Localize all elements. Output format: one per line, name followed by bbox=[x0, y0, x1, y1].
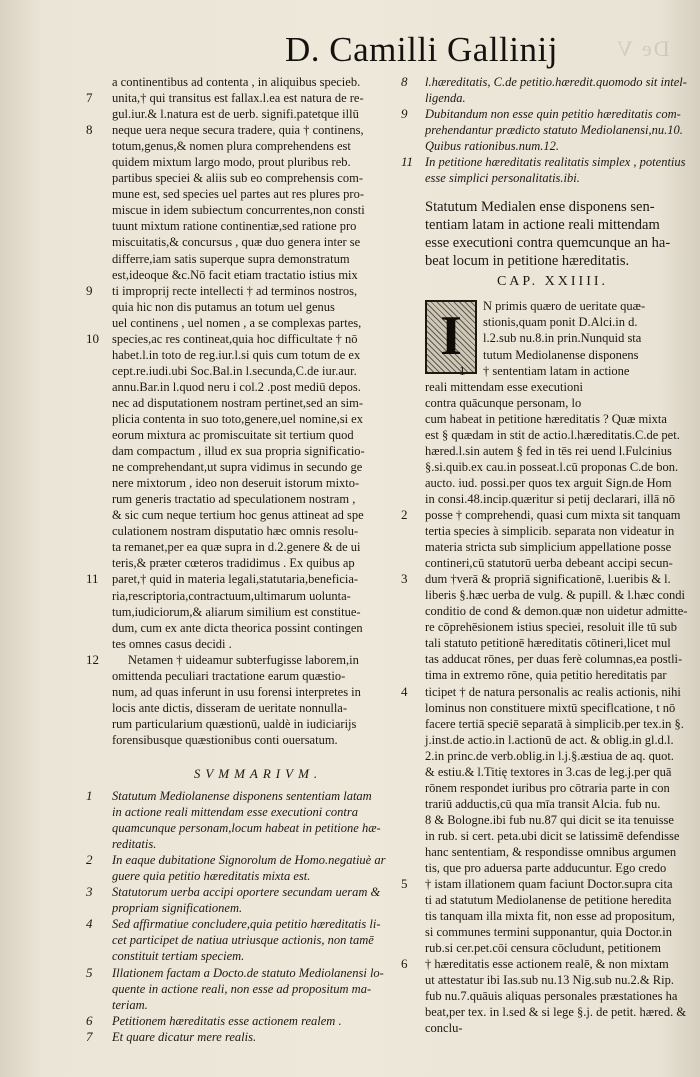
line-text: habet.l.in toto de reg.iur.l.si quis cum totum de ex bbox=[112, 347, 361, 362]
line-text: a continentibus ad contenta , in aliquibus specieb. bbox=[112, 75, 361, 89]
text-line bbox=[425, 138, 680, 154]
text-line bbox=[425, 619, 680, 635]
text-line bbox=[425, 170, 680, 186]
line-text: l.2.sub nu.8.in prin.Nunquid sta bbox=[483, 331, 642, 346]
line-text: totum,genus,& nomen plura comprehendens est bbox=[112, 139, 351, 154]
line-text: beat locum in petitione hæreditatis. bbox=[425, 253, 630, 270]
text-line bbox=[112, 363, 404, 379]
text-line bbox=[86, 122, 404, 138]
text-line bbox=[425, 828, 680, 844]
text-line bbox=[112, 555, 404, 571]
line-text: tuunt mixtum ratione continentiæ,sed ratione pro bbox=[112, 219, 357, 234]
text-line bbox=[86, 90, 404, 106]
line-text: tertia species à simplicib. separata non videatur in bbox=[425, 524, 675, 539]
text-line bbox=[112, 459, 404, 475]
line-text: est,ideoque &c.Nō facit etiam tractatio istius mix bbox=[112, 267, 358, 282]
text-line bbox=[425, 844, 680, 860]
text-line bbox=[483, 298, 680, 314]
line-text: facere tertiā speciē separatā à simplicib.per tex.in §. bbox=[425, 716, 684, 731]
line-text: dum, cum ex ante dicta theorica possint contingen bbox=[112, 620, 363, 635]
margin-number: 6 bbox=[401, 956, 408, 972]
text-line bbox=[425, 411, 680, 427]
line-text: teriam. bbox=[112, 997, 148, 1012]
text-line bbox=[112, 523, 404, 539]
text-line bbox=[425, 860, 680, 876]
right-body-text bbox=[401, 379, 688, 1037]
text-line bbox=[425, 972, 680, 988]
line-text: reali mittendam esse executioni bbox=[425, 379, 583, 394]
text-line bbox=[425, 252, 680, 270]
margin-number: 10 bbox=[86, 330, 99, 346]
text-line bbox=[112, 74, 404, 90]
margin-number: 9 bbox=[401, 106, 408, 122]
line-text: Netamen † uideamur subterfugisse laborem,in bbox=[128, 652, 359, 667]
line-text: guere quia petitio hæreditatis mixta est. bbox=[112, 869, 311, 884]
text-line bbox=[112, 668, 404, 684]
line-text: gul.iur.& l.natura est de uerb. signifi.patetque illū bbox=[112, 107, 359, 122]
summary-heading: SVMMARIVM. bbox=[193, 765, 323, 781]
line-text: Dubitandum non esse quin petitio hæreditatis com- bbox=[425, 107, 681, 122]
text-line bbox=[425, 122, 683, 138]
line-text: trariū adductis,cū qua mīa transit Alcia. fub nu. bbox=[425, 796, 661, 811]
text-line bbox=[112, 836, 404, 852]
text-line bbox=[112, 732, 404, 748]
text-line bbox=[425, 90, 680, 106]
line-text: ticipet † de natura personalis ac realis actionis, nihi bbox=[425, 684, 681, 699]
text-line bbox=[425, 667, 680, 683]
line-text: quidem mixtum largo modo, prout pluribus reb. bbox=[112, 155, 351, 170]
text-line bbox=[112, 948, 404, 964]
line-text: constituit tertiam speciem. bbox=[112, 949, 245, 964]
text-line bbox=[425, 459, 680, 475]
text-line bbox=[425, 796, 680, 812]
opening-lines bbox=[459, 298, 680, 378]
line-text: quia hic non dis putamus an totum uel genus bbox=[112, 299, 335, 314]
line-text: est § quædam in stit de actio.l.hæreditatis.C.de pet. bbox=[425, 427, 680, 442]
line-text: beat,per tex. in l.sed & si lege §.j. de petit. hæred. & bbox=[425, 1005, 687, 1020]
line-text: uel continens , uel nomen , a se complexas partes, bbox=[112, 315, 362, 330]
line-text: tes omnes casus decidi . bbox=[112, 636, 232, 651]
line-text: contra quācunque personam, lo bbox=[425, 395, 582, 410]
line-text: reditatis. bbox=[112, 837, 157, 852]
text-line bbox=[112, 588, 404, 604]
text-line bbox=[459, 362, 680, 379]
line-text: N primis quæro de ueritate quæ- bbox=[483, 299, 646, 314]
line-text: prehendantur prædicto statuto Mediolanensi,nu.10. bbox=[425, 123, 683, 138]
text-line bbox=[112, 202, 404, 218]
line-text: aucto. iud. possi.per quos tex arguit Sign.de Hom bbox=[425, 475, 672, 490]
line-text: forensibusque quæstionibus conti ouersatum. bbox=[112, 732, 338, 747]
text-line bbox=[86, 788, 404, 804]
text-line bbox=[425, 924, 680, 940]
line-text: Statutum Mediolanense disponens sententiam latam bbox=[112, 789, 372, 804]
text-line bbox=[86, 884, 404, 900]
line-text: propriam significationem. bbox=[112, 901, 243, 916]
right-column bbox=[401, 74, 688, 1037]
text-line bbox=[425, 748, 680, 764]
line-text: Statutorum uerba accipi oportere secundam ueram & bbox=[112, 885, 381, 900]
text-line bbox=[425, 395, 680, 411]
text-line bbox=[425, 635, 680, 651]
left-body-text bbox=[86, 74, 404, 748]
line-text: miscue in idem subiectum concurrentes,non consti bbox=[112, 203, 365, 218]
text-line bbox=[483, 314, 680, 330]
line-text: & sic cum neque tertium hoc genus attineat ad spe bbox=[112, 508, 364, 523]
line-text: † istam illationem quam faciunt Doctor.supra cita bbox=[425, 877, 673, 892]
text-line bbox=[425, 1004, 687, 1020]
line-text: nec ad disputationem nostram pertinet,sed an sim- bbox=[112, 395, 363, 410]
line-text: Sed affirmatiue concludere,quia petitio hæreditatis li- bbox=[112, 917, 381, 932]
bleed-through-text: De V bbox=[615, 36, 670, 61]
text-line bbox=[112, 267, 404, 283]
text-line bbox=[401, 154, 686, 170]
text-line bbox=[112, 347, 404, 363]
margin-number: 1 bbox=[86, 788, 93, 804]
line-text: ne comprehendant,ut supra vidimus in secundo ge bbox=[112, 460, 363, 475]
line-text: in consi.48.incip.quæritur si petij declarari, illā nō bbox=[425, 491, 675, 506]
line-text: dum †verā & propriā significationē, l.ueribis & l. bbox=[425, 572, 671, 587]
text-line bbox=[425, 700, 680, 716]
line-text: ti ad statutum Mediolanense de petitione heredita bbox=[425, 893, 672, 908]
text-line bbox=[425, 908, 680, 924]
text-line bbox=[112, 981, 404, 997]
margin-number: 8 bbox=[86, 122, 93, 138]
text-line bbox=[112, 443, 404, 459]
text-line bbox=[112, 900, 404, 916]
text-line bbox=[112, 234, 404, 250]
left-column bbox=[86, 74, 404, 1045]
margin-number: 6 bbox=[86, 1012, 93, 1028]
line-text: differre,iam satis superque supra demonstratum bbox=[112, 251, 350, 266]
line-text: num, ad quas inferunt in usu forensi interpretes in bbox=[112, 684, 361, 699]
text-line bbox=[86, 330, 404, 347]
line-text: In petitione hæreditatis realitatis simplex , potentius bbox=[425, 155, 686, 170]
decorated-initial-letter: I bbox=[440, 305, 462, 368]
summary-list bbox=[86, 788, 404, 1045]
text-line bbox=[425, 198, 680, 216]
line-text: tima in extremo rōne, quia petitio hereditatis par bbox=[425, 668, 667, 683]
text-line bbox=[112, 997, 404, 1013]
line-text: locis ante dictis, disseram de ueritate nonnulla- bbox=[112, 700, 347, 715]
margin-number: 2 bbox=[401, 506, 408, 522]
line-text: esse executioni contra quemcunque an ha- bbox=[425, 235, 671, 252]
line-text: paret,† quid in materia legali,statutaria,beneficia- bbox=[112, 572, 359, 587]
chapter-title bbox=[425, 198, 680, 270]
line-text: & estiu.& l.Titię textores in 3.cas de leg.j.per quā bbox=[425, 764, 672, 779]
text-line bbox=[425, 234, 680, 252]
line-text: rub.si cer.pet.cōi censura cōcludunt, petitionem bbox=[425, 941, 662, 956]
text-line bbox=[425, 475, 680, 491]
line-text: tum,iudiciorum,& aliarum similium est constitue- bbox=[112, 604, 361, 619]
margin-number: 5 bbox=[401, 876, 408, 892]
text-line bbox=[112, 218, 404, 234]
line-text: materia stricta sub simplicium appellatione posse bbox=[425, 540, 672, 555]
text-line bbox=[425, 603, 688, 619]
text-line bbox=[86, 1012, 404, 1029]
text-line bbox=[401, 506, 681, 523]
line-text: ligenda. bbox=[425, 91, 466, 106]
text-line bbox=[86, 571, 404, 587]
text-line bbox=[425, 940, 680, 956]
chapter-number: CAP. XXIIII. bbox=[496, 274, 609, 290]
text-line bbox=[112, 395, 404, 411]
line-text: omittenda peculiari tractatione earum quæstio- bbox=[112, 668, 346, 683]
text-line bbox=[425, 780, 680, 796]
text-line bbox=[112, 604, 404, 620]
line-text: mune est, sed species uel partes aut res plures pro- bbox=[112, 187, 365, 202]
text-line bbox=[112, 620, 404, 636]
margin-number: 4 bbox=[401, 683, 408, 699]
text-line bbox=[401, 683, 681, 700]
line-text: eorum mixtura ac promiscuitate sit tertium quod bbox=[112, 428, 354, 443]
margin-number: 5 bbox=[86, 964, 93, 980]
line-text: contineri,cū statutorū uerba debeant accipi secun- bbox=[425, 556, 673, 571]
line-text: rum particularium quæstionū, ualdè in iudiciarijs bbox=[112, 716, 357, 731]
text-line bbox=[112, 186, 404, 202]
margin-number: 2 bbox=[86, 852, 93, 868]
text-line bbox=[112, 507, 404, 523]
line-text: tis tanquam illa mixta fit, non esse ad propositum, bbox=[425, 909, 675, 924]
text-line bbox=[112, 932, 404, 948]
line-text: teris,& præter cœteros tradidimus . Ex quibus ap bbox=[112, 556, 355, 571]
margin-number: 7 bbox=[86, 1028, 93, 1044]
line-text: rōnem respondet iuribus pro cōtraria parte in con bbox=[425, 780, 670, 795]
text-line bbox=[86, 916, 404, 932]
margin-number: 3 bbox=[86, 884, 93, 900]
line-text: species,ac res contineat,quia hoc difficultate † nō bbox=[112, 331, 358, 346]
line-text: hanc sententiam, & respondisse omnibus argumen bbox=[425, 844, 677, 859]
text-line bbox=[425, 427, 680, 443]
text-line bbox=[112, 154, 404, 170]
margin-number: 11 bbox=[86, 571, 99, 587]
margin-number: 1 bbox=[459, 362, 466, 378]
text-line bbox=[112, 315, 404, 331]
text-line bbox=[112, 379, 404, 395]
text-line bbox=[425, 764, 680, 780]
line-text: quente in actione reali, non esse ad propositum ma- bbox=[112, 981, 372, 996]
text-line bbox=[425, 523, 680, 539]
line-text: l.hæreditatis, C.de petitio.hæredit.quomodo sit intel- bbox=[425, 75, 687, 89]
line-text: cum habeat in petitione hæreditatis ? Quæ mixta bbox=[425, 411, 667, 426]
chapter-opening bbox=[425, 298, 680, 378]
margin-number: 8 bbox=[401, 74, 408, 89]
line-text: ta remanet,per ea quæ supra in d.2.genere & de ui bbox=[112, 540, 361, 555]
text-line bbox=[112, 804, 404, 820]
text-line bbox=[86, 1028, 404, 1045]
line-text: rum generis tractatio ad speculationem nostram , bbox=[112, 492, 356, 507]
text-line bbox=[483, 347, 680, 363]
text-line bbox=[112, 106, 404, 122]
line-text: neque uera neque secura tradere, quia † continens, bbox=[112, 123, 364, 138]
line-text: culationem nostram disputatio hæc omnis resolu- bbox=[112, 524, 359, 539]
line-text: stionis,quam ponit D.Alci.in d. bbox=[483, 315, 638, 330]
line-text: plicia contenta in suo toto,genere,uel nomine,si ex bbox=[112, 411, 363, 426]
margin-number: 7 bbox=[86, 90, 93, 106]
text-line bbox=[425, 539, 680, 555]
summary-continuation bbox=[401, 74, 687, 186]
text-line bbox=[425, 216, 680, 234]
text-line bbox=[425, 443, 680, 459]
text-line bbox=[112, 427, 404, 443]
line-text: re cōprehēsionem istius speciei, resoluit ille tū sub bbox=[425, 620, 678, 635]
text-line bbox=[112, 636, 404, 652]
text-line bbox=[112, 868, 404, 884]
line-text: fub nu.7.quāuis aliquas personales præstationes ha bbox=[425, 989, 678, 1004]
text-line bbox=[112, 491, 404, 507]
text-line bbox=[401, 106, 681, 122]
text-line bbox=[86, 964, 404, 981]
text-line bbox=[483, 330, 680, 346]
line-text: ti improprij recte intellecti † ad terminos nostros, bbox=[112, 283, 358, 298]
text-line bbox=[112, 820, 404, 836]
text-line bbox=[401, 571, 680, 587]
line-text: annu.Bar.in l.quod neru i col.2 .post mediū depos. bbox=[112, 379, 361, 394]
text-line bbox=[425, 988, 680, 1004]
line-text: posse † comprehendi, quasi cum mixta sit tanquam bbox=[425, 507, 681, 522]
line-text: esse simplici personalitatis.ibi. bbox=[425, 171, 580, 186]
line-text: tas adducat rōnes, per duas ferè columnas,ea postli- bbox=[425, 652, 683, 667]
line-text: 8 & Bologne.ibi fub nu.87 qui dicit se ita tenuisse bbox=[425, 812, 674, 827]
line-text: si communes termini supponantur, quia Doctor.in bbox=[425, 925, 673, 940]
text-line bbox=[112, 539, 404, 555]
text-line bbox=[112, 700, 404, 716]
text-line bbox=[425, 1020, 680, 1036]
line-text: nere mixtorum , ideo non deseruit istorum mixto- bbox=[112, 476, 360, 491]
text-line bbox=[425, 555, 680, 571]
text-line bbox=[112, 684, 404, 700]
margin-number: 11 bbox=[401, 154, 414, 170]
margin-number: 4 bbox=[86, 916, 93, 932]
text-line bbox=[425, 651, 683, 667]
margin-number: 3 bbox=[401, 571, 408, 587]
line-text: 2.in princ.de verb.oblig.in l.j.§.æstiua de aq. quot. bbox=[425, 748, 674, 763]
text-line bbox=[425, 587, 686, 603]
margin-number: 9 bbox=[86, 282, 93, 298]
text-line bbox=[425, 812, 680, 828]
text-line bbox=[86, 852, 404, 868]
line-text: §.si.quib.ex cau.in posseat.l.cū proponas C.de bon. bbox=[425, 459, 679, 474]
line-text: partibus speciei & aliis sub eo comprehensis com- bbox=[112, 171, 363, 186]
line-text: tis, que pro aduersa parte adducuntur. Ego credo bbox=[425, 861, 667, 876]
text-line bbox=[86, 282, 404, 299]
text-line bbox=[425, 716, 684, 732]
text-line bbox=[112, 138, 404, 154]
line-text: conclu- bbox=[425, 1021, 463, 1036]
line-text: unita,† qui transitus est fallax.l.ea est natura de re- bbox=[112, 91, 364, 106]
line-text: lominus non constituere mixtū speciflcatione, t nō bbox=[425, 700, 676, 715]
line-text: In eaque dubitatione Signorolum de Homo.negatiuè ar bbox=[112, 853, 386, 868]
line-text: ut attestatur ibi Ias.sub nu.13 Nig.sub nu.2.& Rip. bbox=[425, 973, 674, 988]
text-line bbox=[425, 892, 680, 908]
text-line bbox=[401, 876, 680, 892]
line-text: quamcunque personam,locum habeat in petitione hæ- bbox=[112, 821, 381, 836]
text-line bbox=[112, 251, 404, 267]
line-text: † hæreditatis esse actionem realē, & non mixtam bbox=[425, 957, 669, 972]
line-text: in rub. si cert. peta.ubi dicit se latissimē defendisse bbox=[425, 828, 680, 843]
text-line bbox=[425, 491, 680, 507]
line-text: miscuitatis,& concursus , quæ duo genera inter se bbox=[112, 235, 361, 250]
text-line bbox=[401, 74, 687, 90]
text-line bbox=[86, 651, 404, 668]
margin-number: 12 bbox=[86, 651, 99, 667]
text-line bbox=[425, 732, 680, 748]
line-text: conditio de cond & demon.quæ non uidetur admitte- bbox=[425, 604, 688, 619]
text-line bbox=[112, 170, 404, 186]
line-text: Quibus rationibus.num.12. bbox=[425, 139, 560, 154]
line-text: Petitionem hæreditatis esse actionem realem . bbox=[112, 1013, 342, 1028]
line-text: † sententiam latam in actione bbox=[483, 363, 630, 378]
line-text: tali statuto petitionē hæreditatis cōtineri,licet mul bbox=[425, 636, 671, 651]
text-line bbox=[425, 379, 680, 395]
line-text: hæred.l.sin autem § fed in tēs rei uend l.Fulcinius bbox=[425, 443, 672, 458]
decorated-initial bbox=[425, 300, 477, 374]
line-text: in actione reali mittendam esse executioni contra bbox=[112, 805, 359, 820]
line-text: liberis §.hæc uerba de vulg. & pupill. & l.hæc condi bbox=[425, 588, 686, 603]
running-header: D. Camilli Gallinij bbox=[285, 30, 558, 69]
line-text: j.inst.de actio.in l.actionū de act. & oblig.in gl.d.l. bbox=[425, 732, 674, 747]
text-line bbox=[112, 475, 404, 491]
line-text: Illationem factam a Docto.de statuto Mediolanensi lo- bbox=[112, 965, 384, 980]
text-line bbox=[112, 299, 404, 315]
text-line bbox=[112, 716, 404, 732]
line-text: Et quare dicatur mere realis. bbox=[112, 1029, 257, 1044]
line-text: cet participet de natiua utriusque actionis, non tamē bbox=[112, 933, 374, 948]
text-line bbox=[401, 956, 680, 972]
text-line bbox=[112, 411, 404, 427]
line-text: dam compactum , illud ex sua propria significatio- bbox=[112, 444, 365, 459]
line-text: cept.re.iudi.ubi Soc.Bal.in l.secunda,C.de iur.aur. bbox=[112, 363, 357, 378]
line-text: Statutum Medialen ense disponens sen- bbox=[425, 199, 655, 216]
line-text: tutum Mediolanense disponens bbox=[483, 347, 639, 362]
line-text: tentiam latam in actione reali mittendam bbox=[425, 217, 660, 234]
line-text: ria,rescriptoria,contractuum,ultimarum uolunta- bbox=[112, 588, 351, 603]
